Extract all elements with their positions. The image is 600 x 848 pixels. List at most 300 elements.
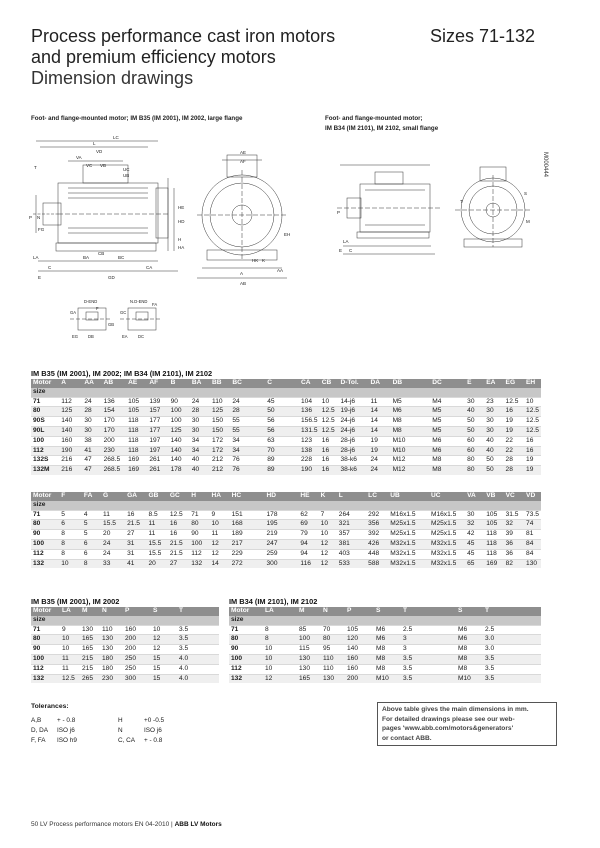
tolerance-value: ISO j6	[144, 727, 162, 734]
dim-label-hk: HK	[252, 258, 259, 263]
table-cell: 169	[484, 559, 503, 568]
table-cell: 105	[484, 510, 503, 520]
table-cell: 42	[465, 530, 484, 540]
drawing-caption-right-1: Foot- and flange-mounted motor;	[325, 115, 423, 122]
column-header: P	[345, 607, 374, 616]
table-cell: 8	[59, 549, 82, 559]
column-header: GC	[168, 492, 189, 501]
table-cell: 80	[189, 520, 209, 530]
motor-size-cell: 71	[229, 625, 263, 635]
table-cell: 85	[297, 625, 321, 635]
table-cell: 16	[524, 446, 541, 456]
dim-label-h: H	[178, 237, 182, 242]
dim-label-uc: UC	[123, 167, 130, 172]
table-cell: 3	[401, 635, 456, 645]
subheader-cell	[151, 616, 177, 625]
dim-label-aa: AA	[277, 268, 284, 273]
table-cell: 32	[465, 520, 484, 530]
table-cell: 140	[59, 417, 82, 427]
table-cell: 212	[210, 456, 230, 466]
table-row	[31, 510, 541, 520]
shaft-end-detail-drawing	[68, 296, 178, 344]
table-cell: 112	[189, 549, 209, 559]
table-cell: M5	[430, 426, 465, 436]
table-cell: 136	[299, 407, 320, 417]
table-cell: 27	[168, 559, 189, 568]
table-cell: 11	[60, 654, 80, 664]
table-cell: 38-k6	[338, 456, 368, 466]
table-cell: 50	[465, 417, 484, 427]
table-cell: 112	[59, 397, 82, 407]
subheader-cell	[319, 501, 337, 510]
table-cell: 14	[209, 559, 229, 568]
table-cell: 125	[169, 426, 190, 436]
table-cell: M6	[430, 446, 465, 456]
motor-size-cell: 132	[229, 674, 263, 683]
table-cell: 180	[100, 664, 123, 674]
tolerances-title: Tolerances:	[31, 703, 69, 710]
column-header: VB	[484, 492, 503, 501]
table-cell: 3.5	[177, 625, 219, 635]
table-cell: 40	[190, 466, 210, 475]
table-cell: 19	[369, 436, 391, 446]
table-cell: 178	[264, 510, 298, 520]
dim-label-ae: AE	[240, 150, 247, 155]
table-cell: 6	[82, 549, 101, 559]
table-cell: 321	[337, 520, 366, 530]
table-cell: 94	[298, 549, 318, 559]
subheader-cell	[483, 616, 541, 625]
column-header: K	[319, 492, 337, 501]
table-cell: 33	[101, 559, 125, 568]
table-cell: 95	[321, 645, 345, 655]
table-cell: 132	[189, 559, 209, 568]
table-cell: 5	[59, 510, 82, 520]
column-header: GA	[125, 492, 146, 501]
table-cell: 16	[524, 436, 541, 446]
table-cell: M10	[391, 436, 431, 446]
table-cell: 8	[82, 559, 101, 568]
motor-size-cell: 112	[31, 664, 60, 674]
table-cell: 80	[465, 466, 484, 475]
table-cell: 12.5	[60, 674, 80, 683]
table-cell: 118	[126, 426, 147, 436]
table-cell: 24-j6	[338, 417, 368, 427]
table-cell: 34	[230, 446, 265, 456]
table-cell: 170	[102, 426, 126, 436]
page-title-line2: and premium efficiency motors	[31, 47, 276, 67]
table-cell: 403	[337, 549, 366, 559]
table-cell: 8	[263, 635, 297, 645]
table-cell: 24-j6	[338, 426, 368, 436]
column-header: BA	[190, 379, 210, 388]
table-cell: 16	[320, 456, 339, 466]
table-cell: M5	[430, 407, 465, 417]
table-cell: 69	[298, 520, 318, 530]
table-cell: 533	[337, 559, 366, 568]
column-header: Motor	[31, 492, 59, 501]
table-cell: 230	[100, 674, 123, 683]
table-cell: M6	[374, 625, 401, 635]
motor-end-view-small-flange-drawing	[450, 165, 540, 255]
table-cell: M8	[391, 417, 431, 427]
dim-label-n: N	[37, 215, 41, 220]
table-row	[31, 407, 541, 417]
dim-label-fg: FG	[38, 227, 45, 232]
motor-size-cell: 80	[31, 520, 59, 530]
table-cell: 130	[297, 654, 321, 664]
table4-title: IM B34 (IM 2101), IM 2102	[229, 597, 318, 606]
table-cell: 200	[123, 645, 151, 655]
dim-label-m: M	[526, 219, 530, 224]
column-header: HD	[264, 492, 298, 501]
table-cell: M25x1.5	[429, 520, 465, 530]
subheader-cell	[82, 388, 101, 397]
table-cell: 392	[366, 530, 388, 540]
subheader-cell	[297, 616, 321, 625]
subheader-cell	[169, 388, 190, 397]
table-cell: 172	[210, 446, 230, 456]
table-cell: 216	[59, 466, 82, 475]
subheader-cell	[123, 616, 151, 625]
table-cell: 36	[504, 539, 524, 549]
column-header: F	[59, 492, 82, 501]
table-cell: 105	[484, 520, 503, 530]
column-header: HA	[209, 492, 229, 501]
table-cell: 10	[319, 520, 337, 530]
table-cell: 215	[80, 654, 100, 664]
subheader-cell	[484, 501, 503, 510]
dim-label-vc: VC	[86, 163, 93, 168]
table-cell: 100	[169, 407, 190, 417]
table-cell: M25x1.5	[388, 520, 429, 530]
table-cell: M8	[374, 664, 401, 674]
table-cell: 4	[82, 510, 101, 520]
subheader-cell	[230, 501, 265, 510]
table-cell: 259	[264, 549, 298, 559]
table-cell: 118	[484, 539, 503, 549]
table-cell: 169	[126, 466, 147, 475]
table-cell: 300	[264, 559, 298, 568]
table-cell: 50	[484, 466, 503, 475]
table-cell: M12	[391, 456, 431, 466]
table-cell: 74	[524, 520, 541, 530]
table-cell: 125	[210, 407, 230, 417]
dim-label-k: K	[262, 258, 266, 263]
table-cell: 190	[299, 466, 320, 475]
subheader-cell	[366, 501, 388, 510]
table-cell: 11	[209, 530, 229, 540]
table-cell: 10	[263, 654, 297, 664]
table-cell: M8	[456, 654, 483, 664]
table-row	[229, 635, 541, 645]
shaft-label-ga: GA	[70, 310, 77, 315]
column-header: N	[100, 607, 123, 616]
table-cell: 5	[82, 520, 101, 530]
dim-label-s: S	[524, 191, 528, 196]
table-row	[31, 635, 219, 645]
dim-label-e-right: E	[339, 248, 343, 253]
column-header: FA	[82, 492, 101, 501]
table-cell: 47	[82, 466, 101, 475]
tolerance-symbol: F, FA	[31, 737, 46, 744]
drawing-id: M000444	[542, 152, 548, 178]
column-header: CA	[299, 379, 320, 388]
table-cell: 10	[524, 397, 541, 407]
table-cell: 216	[59, 456, 82, 466]
table-cell: 90	[169, 397, 190, 407]
column-header: G	[101, 492, 125, 501]
size-subheader: size	[31, 616, 60, 625]
table-cell: M5	[430, 417, 465, 427]
table-cell: 10	[209, 520, 229, 530]
column-header: Motor	[31, 379, 59, 388]
table-cell: 71	[189, 510, 209, 520]
table-cell: 12.5	[320, 417, 339, 427]
table-cell: 140	[169, 456, 190, 466]
column-header: AA	[82, 379, 101, 388]
dim-label-ca: CA	[146, 265, 153, 270]
table-cell: 28	[82, 407, 101, 417]
table-cell: 261	[147, 466, 168, 475]
table-cell: 357	[337, 530, 366, 540]
motor-size-cell: 132	[31, 674, 60, 683]
table-cell: 60	[465, 436, 484, 446]
dim-label-c: C	[48, 265, 52, 270]
subheader-cell	[430, 388, 465, 397]
table-cell: M16x1.5	[388, 510, 429, 520]
column-header: AE	[126, 379, 147, 388]
table-cell: 90	[189, 530, 209, 540]
table-cell: 12	[209, 549, 229, 559]
size-subheader: size	[229, 616, 263, 625]
drawing-caption-left: Foot- and flange-mounted motor; IM B35 (IM 2001), IM 2002, large flange	[31, 115, 243, 122]
table-row	[229, 674, 541, 683]
table-row	[229, 654, 541, 664]
subheader-cell	[504, 388, 524, 397]
table-cell: M8	[374, 654, 401, 664]
subheader-cell	[146, 501, 167, 510]
table-cell: 268.5	[102, 456, 126, 466]
table-cell: 136	[102, 397, 126, 407]
column-header: DA	[369, 379, 391, 388]
table-cell: 23	[484, 397, 503, 407]
motor-size-cell: 71	[31, 625, 60, 635]
table-cell: 268.5	[102, 466, 126, 475]
table-row	[31, 446, 541, 456]
table-row	[31, 397, 541, 407]
table-cell: 11	[146, 530, 167, 540]
subheader-cell	[125, 501, 146, 510]
table-row	[229, 664, 541, 674]
motor-size-cell: 132M	[31, 466, 59, 475]
table-cell: 190	[59, 446, 82, 456]
dim-label-he: HE	[178, 205, 185, 210]
subheader-cell	[524, 388, 541, 397]
column-header: GB	[146, 492, 167, 501]
table-cell: 170	[102, 417, 126, 427]
table-row	[229, 645, 541, 655]
table-cell: 28	[190, 407, 210, 417]
dimension-table-3	[31, 607, 219, 683]
table-cell: 11	[146, 520, 167, 530]
size-subheader: size	[31, 501, 59, 510]
motor-size-cell: 112	[31, 549, 59, 559]
column-header: B	[169, 379, 190, 388]
motor-size-cell: 100	[31, 654, 60, 664]
tolerance-symbol: N	[118, 727, 123, 734]
table-cell: 20	[101, 530, 125, 540]
dim-label-ha: HA	[178, 245, 185, 250]
table-cell: 10	[263, 645, 297, 655]
table-cell: 10	[59, 559, 82, 568]
table-cell: 6	[59, 520, 82, 530]
motor-size-cell: 112	[31, 446, 59, 456]
table-cell: 105	[345, 625, 374, 635]
table-cell: 19	[369, 446, 391, 456]
subheader-cell	[456, 616, 483, 625]
table-cell: 139	[147, 397, 168, 407]
tolerance-value: + - 0.8	[144, 737, 163, 744]
table-cell: 27	[125, 530, 146, 540]
table-cell: 12	[151, 635, 177, 645]
table-cell: 3.5	[177, 645, 219, 655]
table-cell: 84	[524, 549, 541, 559]
table-cell: 24	[82, 397, 101, 407]
table-cell: 150	[210, 426, 230, 436]
note-line3: pages 'www.abb.com/motors&generators'	[382, 725, 514, 733]
table-cell: 28	[504, 456, 524, 466]
table-cell: 30	[82, 417, 101, 427]
subheader-cell	[524, 501, 541, 510]
table-cell: 131.5	[299, 426, 320, 436]
subheader-cell	[100, 616, 123, 625]
subheader-cell	[189, 501, 209, 510]
table-cell: M4	[430, 397, 465, 407]
table-cell: 292	[366, 510, 388, 520]
motor-size-cell: 90	[31, 530, 59, 540]
table-cell: 10	[60, 645, 80, 655]
table-cell: 3.5	[401, 664, 456, 674]
table-cell: 12	[209, 539, 229, 549]
table-cell: 110	[100, 625, 123, 635]
table-cell: 22	[504, 446, 524, 456]
table-cell: 116	[298, 559, 318, 568]
table-row	[31, 539, 541, 549]
shaft-label-d-end: D-END	[84, 299, 98, 304]
table-cell: 250	[123, 664, 151, 674]
shaft-label-fa: FA	[152, 302, 158, 307]
table-cell: 160	[59, 436, 82, 446]
page-title-line1: Process performance cast iron motors	[31, 26, 336, 46]
table-cell: 21.5	[125, 520, 146, 530]
dim-label-a: A	[240, 271, 244, 276]
table-cell: 264	[337, 510, 366, 520]
dim-label-eh: EH	[284, 232, 291, 237]
table-cell: 70	[321, 625, 345, 635]
table-cell: 15.5	[101, 520, 125, 530]
table-cell: 3	[401, 645, 456, 655]
table-cell: 4.0	[177, 654, 219, 664]
table-cell: 110	[321, 654, 345, 664]
table-cell: 12	[151, 645, 177, 655]
table-cell: 300	[123, 674, 151, 683]
table-cell: 8	[59, 539, 82, 549]
column-header: M	[297, 607, 321, 616]
table-cell: 160	[123, 625, 151, 635]
table-cell: 125	[59, 407, 82, 417]
column-header: VA	[465, 492, 484, 501]
table-cell: 118	[126, 436, 147, 446]
table-cell: 9	[209, 510, 229, 520]
table-row	[31, 654, 219, 664]
sizes-label: Sizes 71-132	[430, 26, 536, 46]
table-cell: 9	[60, 625, 80, 635]
table-cell: 165	[80, 645, 100, 655]
table-cell: M25x1.5	[388, 530, 429, 540]
table-cell: 89	[265, 466, 299, 475]
table-cell: 356	[366, 520, 388, 530]
table-cell: 24	[369, 456, 391, 466]
motor-size-cell: 90	[229, 645, 263, 655]
table-cell: 30	[484, 407, 503, 417]
table-cell: M32x1.5	[429, 559, 465, 568]
table-cell: 3.5	[483, 654, 541, 664]
motor-size-cell: 80	[31, 407, 59, 417]
table-cell: 34	[230, 436, 265, 446]
table-cell: 80	[321, 635, 345, 645]
motor-size-cell: 132	[31, 559, 59, 568]
table-cell: 30	[465, 510, 484, 520]
table-cell: 200	[102, 436, 126, 446]
table-cell: 130	[524, 559, 541, 568]
table-cell: 40	[484, 436, 503, 446]
table-cell: 123	[299, 436, 320, 446]
table-cell: 30	[484, 426, 503, 436]
table-row	[229, 625, 541, 635]
table-cell: 47	[82, 456, 101, 466]
subheader-cell	[320, 388, 339, 397]
table-cell: 30	[190, 417, 210, 427]
table-cell: 40	[465, 407, 484, 417]
table-cell: 169	[126, 456, 147, 466]
table-cell: 89	[265, 456, 299, 466]
column-header: UB	[388, 492, 429, 501]
dimension-table-2	[31, 492, 541, 568]
table-cell: M32x1.5	[388, 559, 429, 568]
table-cell: 12.5	[524, 417, 541, 427]
table-cell: 265	[80, 674, 100, 683]
table-cell: 160	[345, 654, 374, 664]
table-row	[31, 625, 219, 635]
table-cell: 19	[504, 417, 524, 427]
table-cell: 110	[210, 397, 230, 407]
table-cell: 160	[345, 664, 374, 674]
table-cell: 50	[265, 407, 299, 417]
table-cell: 45	[465, 539, 484, 549]
subheader-cell	[60, 616, 80, 625]
table-cell: M5	[391, 397, 431, 407]
table-cell: 140	[169, 446, 190, 456]
subheader-cell	[299, 388, 320, 397]
subheader-cell	[465, 388, 484, 397]
table-row	[31, 530, 541, 540]
table-cell: 24	[369, 466, 391, 475]
table-cell: 150	[210, 417, 230, 427]
table-cell: M6	[430, 436, 465, 446]
table-cell: 56	[265, 426, 299, 436]
table-cell: 588	[366, 559, 388, 568]
